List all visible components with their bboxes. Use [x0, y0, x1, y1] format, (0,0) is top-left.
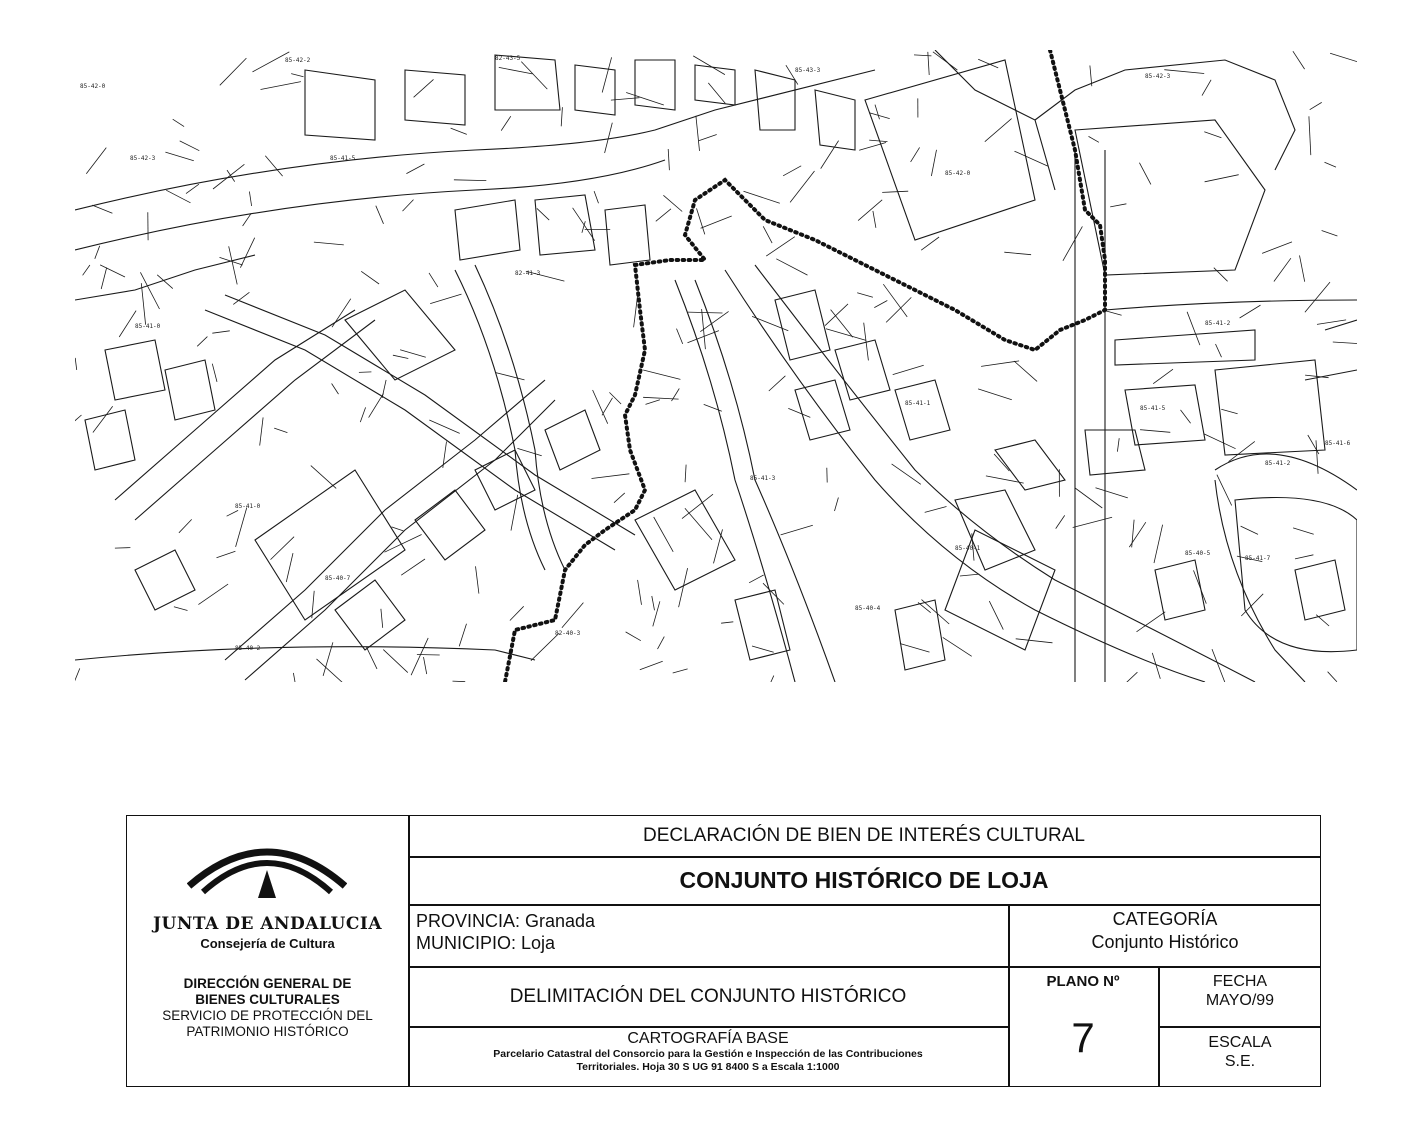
parcel-line: [646, 400, 660, 405]
cartografia-title: CARTOGRAFÍA BASE: [627, 1030, 789, 1047]
parcel-label: 85-41-1: [905, 400, 931, 407]
title-block: [126, 815, 1321, 1087]
parcel-line: [213, 164, 244, 189]
parcel-line: [393, 355, 408, 358]
parcel-line: [227, 510, 239, 516]
parcel-line: [763, 226, 772, 243]
parcel-line: [925, 507, 947, 513]
parcel-label: 85-40-1: [955, 545, 981, 552]
parcel-line: [311, 466, 336, 489]
parcel-line: [654, 517, 674, 552]
parcel-line: [701, 216, 732, 228]
parcel-line: [721, 622, 733, 623]
parcel-line: [212, 331, 230, 333]
parcel-line: [400, 350, 426, 358]
parcel-line: [414, 79, 434, 97]
parcel-label: 85-41-0: [235, 503, 261, 510]
categoria-value: Conjunto Histórico: [1091, 932, 1239, 952]
parcel-line: [1221, 409, 1237, 414]
parcel-line: [240, 238, 254, 268]
parcel-line: [401, 559, 425, 575]
parcel-line: [376, 206, 384, 224]
parcel-line: [180, 141, 200, 151]
parcel-line: [573, 208, 595, 241]
parcel-line: [501, 116, 511, 130]
parcel-line: [332, 384, 339, 395]
parcel-line: [385, 535, 422, 553]
categoria-label: CATEGORÍA: [1112, 909, 1218, 929]
parcel-line: [1117, 438, 1119, 452]
parcel-label: 85-41-3: [750, 475, 776, 482]
parcel-line: [531, 633, 559, 661]
parcel-line: [994, 454, 1009, 471]
parcel-line: [233, 292, 249, 304]
parcel-line: [453, 681, 466, 682]
parcel-line: [826, 329, 866, 341]
parcel-line: [752, 316, 788, 330]
parcel-line: [253, 52, 290, 72]
parcel-line: [704, 404, 722, 411]
parcel-line: [1004, 252, 1031, 255]
parcel-line: [510, 606, 524, 620]
parcel-line: [1014, 361, 1037, 381]
parcel-line: [602, 398, 613, 416]
parcel-line: [1322, 231, 1338, 237]
direccion-line: SERVICIO DE PROTECCIÓN DEL: [162, 1008, 373, 1023]
parcel-line: [1139, 163, 1151, 185]
parcel-line: [119, 311, 136, 337]
parcel-line: [1216, 344, 1222, 357]
parcel-label: 85-41-0: [135, 323, 161, 330]
parcel-line: [960, 574, 979, 576]
parcel-line: [271, 537, 295, 560]
junta-logo-block: [127, 816, 408, 971]
parcel-line: [521, 62, 547, 90]
parcel-line: [749, 575, 764, 583]
consejeria-name: Consejería de Cultura: [200, 936, 335, 951]
parcel-label: 85-42-3: [1145, 73, 1171, 80]
parcel-line: [825, 304, 848, 326]
parcel-line: [914, 55, 931, 56]
parcel-line: [274, 428, 287, 433]
parcel-line: [101, 268, 107, 290]
parcel-line: [1016, 639, 1053, 643]
parcel-line: [1274, 258, 1291, 281]
parcel-line: [1309, 116, 1311, 155]
direccion-general: [127, 976, 408, 1086]
parcel-line: [656, 209, 671, 222]
parcel-line: [217, 551, 236, 557]
parcel-label: 85-42-2: [285, 57, 311, 64]
parcel-line: [985, 119, 1012, 142]
parcel-line: [75, 415, 82, 436]
parcel-line: [361, 271, 379, 284]
parcel-line: [790, 171, 814, 202]
parcel-line: [673, 669, 688, 673]
parcel-line: [592, 474, 630, 479]
parcel-line: [752, 646, 774, 652]
parcel-line: [857, 293, 873, 297]
parcel-line: [1124, 672, 1137, 682]
parcel-line: [1214, 268, 1228, 282]
parcel-line: [286, 553, 293, 582]
parcel-line: [1204, 434, 1235, 449]
categoria-cell: [1008, 906, 1322, 966]
parcel-label: 85-41-2: [1205, 320, 1231, 327]
parcel-line: [685, 465, 686, 483]
parcel-line: [424, 657, 427, 674]
parcel-line: [1300, 255, 1305, 281]
parcel-line: [369, 394, 384, 418]
plano-label: PLANO Nº: [1046, 973, 1120, 990]
plan-title: DELIMITACIÓN DEL CONJUNTO HISTÓRICO: [509, 986, 907, 1007]
parcel-line: [260, 417, 263, 445]
parcel-line: [835, 498, 839, 512]
parcel-line: [1073, 517, 1112, 527]
parcel-line: [1063, 226, 1083, 260]
parcel-line: [874, 301, 887, 308]
parcel-label: 85-41-5: [330, 155, 356, 162]
parcel-line: [1096, 488, 1128, 498]
parcel-line: [677, 329, 683, 344]
parcel-line: [821, 141, 839, 169]
parcel-line: [100, 265, 125, 277]
parcel-line: [668, 149, 669, 170]
parcel-line: [708, 83, 725, 104]
parcel-line: [198, 584, 228, 605]
parcel-label: 82-40-3: [555, 630, 581, 637]
parcel-line: [911, 147, 920, 162]
parcel-line: [1293, 528, 1314, 534]
provincia-text: PROVINCIA: Granada: [416, 911, 596, 931]
parcel-label: 85-43-3: [795, 67, 821, 74]
parcel-line: [602, 57, 611, 92]
parcel-line: [93, 406, 113, 432]
parcel-line: [367, 647, 378, 669]
parcel-line: [1015, 151, 1048, 166]
fecha-label: FECHA: [1212, 973, 1268, 990]
parcel-line: [892, 464, 921, 484]
junta-de-andalucia-logo-icon: [187, 828, 347, 910]
parcel-line: [141, 283, 145, 325]
parcel-line: [1325, 162, 1337, 167]
parcel-line: [1089, 136, 1099, 142]
parcel-line: [229, 246, 238, 284]
parcel-line: [1305, 282, 1330, 312]
parcel-line: [1241, 526, 1258, 534]
parcel-line: [1204, 132, 1221, 138]
parcel-line: [1110, 204, 1126, 207]
parcel-line: [626, 93, 664, 106]
parcel-line: [978, 389, 1012, 400]
parcel-line: [697, 208, 705, 234]
parcel-line: [763, 583, 784, 604]
parcel-line: [783, 166, 801, 176]
parcel-line: [1202, 80, 1211, 96]
parcel-line: [986, 476, 1024, 483]
parcel-line: [609, 392, 621, 404]
parcel-line: [406, 164, 424, 174]
parcel-line: [1316, 615, 1329, 626]
parcel-line: [1075, 488, 1102, 508]
parcel-line: [643, 370, 680, 379]
parcel-line: [430, 294, 461, 304]
direccion-line: PATRIMONIO HISTÓRICO: [186, 1024, 349, 1039]
parcel-label: 82-41-3: [515, 270, 541, 277]
parcel-line: [86, 148, 106, 174]
parcel-line: [236, 508, 247, 547]
parcel-line: [869, 140, 887, 142]
parcel-label: 85-41-7: [1245, 555, 1271, 562]
parcel-line: [562, 603, 584, 628]
parcel-line: [261, 82, 301, 90]
parcel-line: [776, 259, 807, 275]
parcel-line: [561, 107, 562, 126]
parcel-line: [293, 673, 296, 682]
parcel-line: [1153, 369, 1173, 384]
parcel-lines: [75, 50, 1357, 682]
parcel-line: [227, 170, 235, 182]
parcel-line: [174, 607, 188, 611]
parcel-line: [454, 180, 486, 181]
parcel-line: [197, 337, 207, 347]
parcel-line: [769, 376, 786, 391]
parcel-line: [875, 105, 880, 120]
parcel-line: [886, 297, 911, 322]
parcel-line: [682, 494, 713, 518]
parcel-line: [931, 150, 936, 176]
parcel-line: [658, 637, 665, 650]
parcel-line: [1217, 475, 1232, 506]
parcel-label: 85-42-3: [130, 155, 156, 162]
parcel-line: [1330, 53, 1357, 62]
parcel-line: [1293, 51, 1305, 69]
parcel-labels: [80, 55, 1351, 652]
escala-cell: [1158, 1028, 1322, 1086]
parcel-label: 85-41-6: [1325, 440, 1351, 447]
parcel-line: [688, 312, 723, 313]
parcel-line: [1181, 410, 1191, 423]
parcel-line: [933, 52, 958, 70]
parcel-line: [696, 116, 700, 151]
parcel-line: [882, 191, 908, 192]
cartografia-cell: [408, 1028, 1008, 1086]
parcel-line: [869, 113, 889, 119]
parcel-label: 85-40-4: [855, 605, 881, 612]
parcel-line: [652, 596, 655, 610]
fecha-cell: [1158, 968, 1322, 1026]
parcel-line: [265, 156, 282, 176]
parcel-line: [759, 676, 774, 682]
parcel-line: [700, 311, 728, 331]
parcel-line: [873, 211, 876, 228]
parcel-line: [640, 661, 663, 670]
parcel-line: [1205, 175, 1239, 182]
direccion-line: DIRECCIÓN GENERAL DE: [183, 976, 352, 991]
parcel-line: [594, 191, 598, 203]
parcel-line: [83, 265, 90, 275]
parcel-line: [893, 365, 924, 374]
parcel-line: [1240, 305, 1261, 318]
parcel-line: [918, 602, 931, 612]
parcel-line: [714, 529, 723, 563]
parcel-line: [1310, 102, 1322, 109]
parcel-line: [593, 390, 608, 424]
parcel-line: [517, 448, 541, 455]
parcel-line: [360, 407, 365, 422]
parcel-line: [317, 659, 346, 682]
parcel-line: [1317, 320, 1346, 325]
parcel-line: [900, 644, 930, 653]
parcel-line: [186, 184, 199, 193]
parcel-line: [626, 632, 641, 641]
parcel-line: [744, 191, 780, 203]
parcel-line: [605, 123, 613, 153]
location-info: [416, 910, 1006, 964]
parcel-line: [688, 331, 719, 343]
parcel-line: [781, 525, 813, 535]
parcel-line: [1140, 430, 1170, 433]
parcel-line: [1262, 242, 1292, 254]
parcel-line: [383, 650, 408, 673]
parcel-line: [1194, 570, 1207, 603]
parcel-line: [476, 566, 479, 593]
municipio-text: MUNICIPIO: Loja: [416, 933, 556, 953]
parcel-label: 85-40-2: [235, 645, 261, 652]
parcel-line: [75, 668, 80, 682]
parcel-line: [166, 190, 190, 203]
parcel-line: [359, 372, 372, 373]
parcel-line: [323, 642, 333, 676]
parcel-line: [788, 408, 810, 417]
parcel-line: [1295, 555, 1313, 559]
escala-label: ESCALA: [1208, 1034, 1272, 1051]
parcel-line: [663, 195, 682, 211]
parcel-label: 85-40-7: [325, 575, 351, 582]
parcel-line: [459, 624, 466, 647]
plano-number: 7: [1071, 1014, 1095, 1061]
parcel-line: [429, 273, 438, 287]
parcel-line: [249, 192, 251, 207]
parcel-line: [1187, 312, 1200, 345]
parcel-line: [1229, 441, 1255, 461]
parcel-line: [95, 246, 100, 259]
parcel-line: [212, 364, 217, 382]
parcel-line: [858, 200, 882, 221]
declaracion-heading: DECLARACIÓN DE BIEN DE INTERÉS CULTURAL: [642, 825, 1085, 846]
parcel-line: [1056, 515, 1065, 528]
historic-district-boundary: [505, 50, 1105, 682]
parcel-line: [981, 361, 1019, 367]
parcel-line: [173, 119, 184, 126]
escala-value: S.E.: [1224, 1053, 1256, 1070]
parcel-line: [1316, 440, 1318, 474]
parcel-line: [537, 208, 549, 220]
cadastral-map: [75, 50, 1357, 682]
parcel-line: [638, 580, 642, 605]
parcel-line: [165, 152, 193, 161]
parcel-line: [1129, 522, 1146, 547]
parcel-line: [1328, 672, 1337, 682]
parcel-label: 82-43-5: [495, 55, 521, 62]
parcel-line: [1154, 525, 1163, 563]
parcel-label: 85-40-5: [1185, 550, 1211, 557]
parcel-line: [451, 128, 467, 134]
parcel-line: [699, 135, 717, 141]
parcel-line: [75, 358, 77, 370]
parcel-line: [115, 548, 130, 549]
parcel-line: [989, 601, 1003, 630]
parcel-line: [291, 74, 303, 77]
cartografia-line1: Parcelario Catastral del Consorcio para la Gestión e Inspección de las Contribuciones: [493, 1048, 923, 1060]
parcel-line: [614, 493, 625, 503]
conjunto-title: CONJUNTO HISTÓRICO DE LOJA: [679, 866, 1049, 893]
parcel-line: [92, 205, 112, 213]
parcel-line: [1333, 342, 1357, 344]
cartografia-line2: Territoriales. Hoja 30 S UG 91 8400 S a Escala 1:1000: [576, 1061, 840, 1073]
parcel-line: [702, 309, 706, 349]
parcel-line: [179, 519, 192, 532]
parcel-line: [403, 200, 414, 212]
parcel-line: [381, 609, 383, 628]
direccion-line: BIENES CULTURALES: [195, 992, 340, 1007]
parcel-line: [314, 242, 344, 245]
parcel-line: [921, 237, 939, 250]
parcel-line: [220, 58, 247, 85]
parcel-label: 85-41-2: [1265, 460, 1291, 467]
junta-name: JUNTA DE ANDALUCIA: [152, 914, 383, 934]
parcel-line: [495, 373, 524, 380]
parcel-line: [943, 637, 972, 656]
parcel-label: 85-42-0: [945, 170, 971, 177]
map-drawing: [75, 50, 1357, 682]
parcel-label: 85-41-5: [1140, 405, 1166, 412]
fecha-value: MAYO/99: [1205, 992, 1275, 1009]
parcel-label: 85-42-0: [80, 83, 106, 90]
